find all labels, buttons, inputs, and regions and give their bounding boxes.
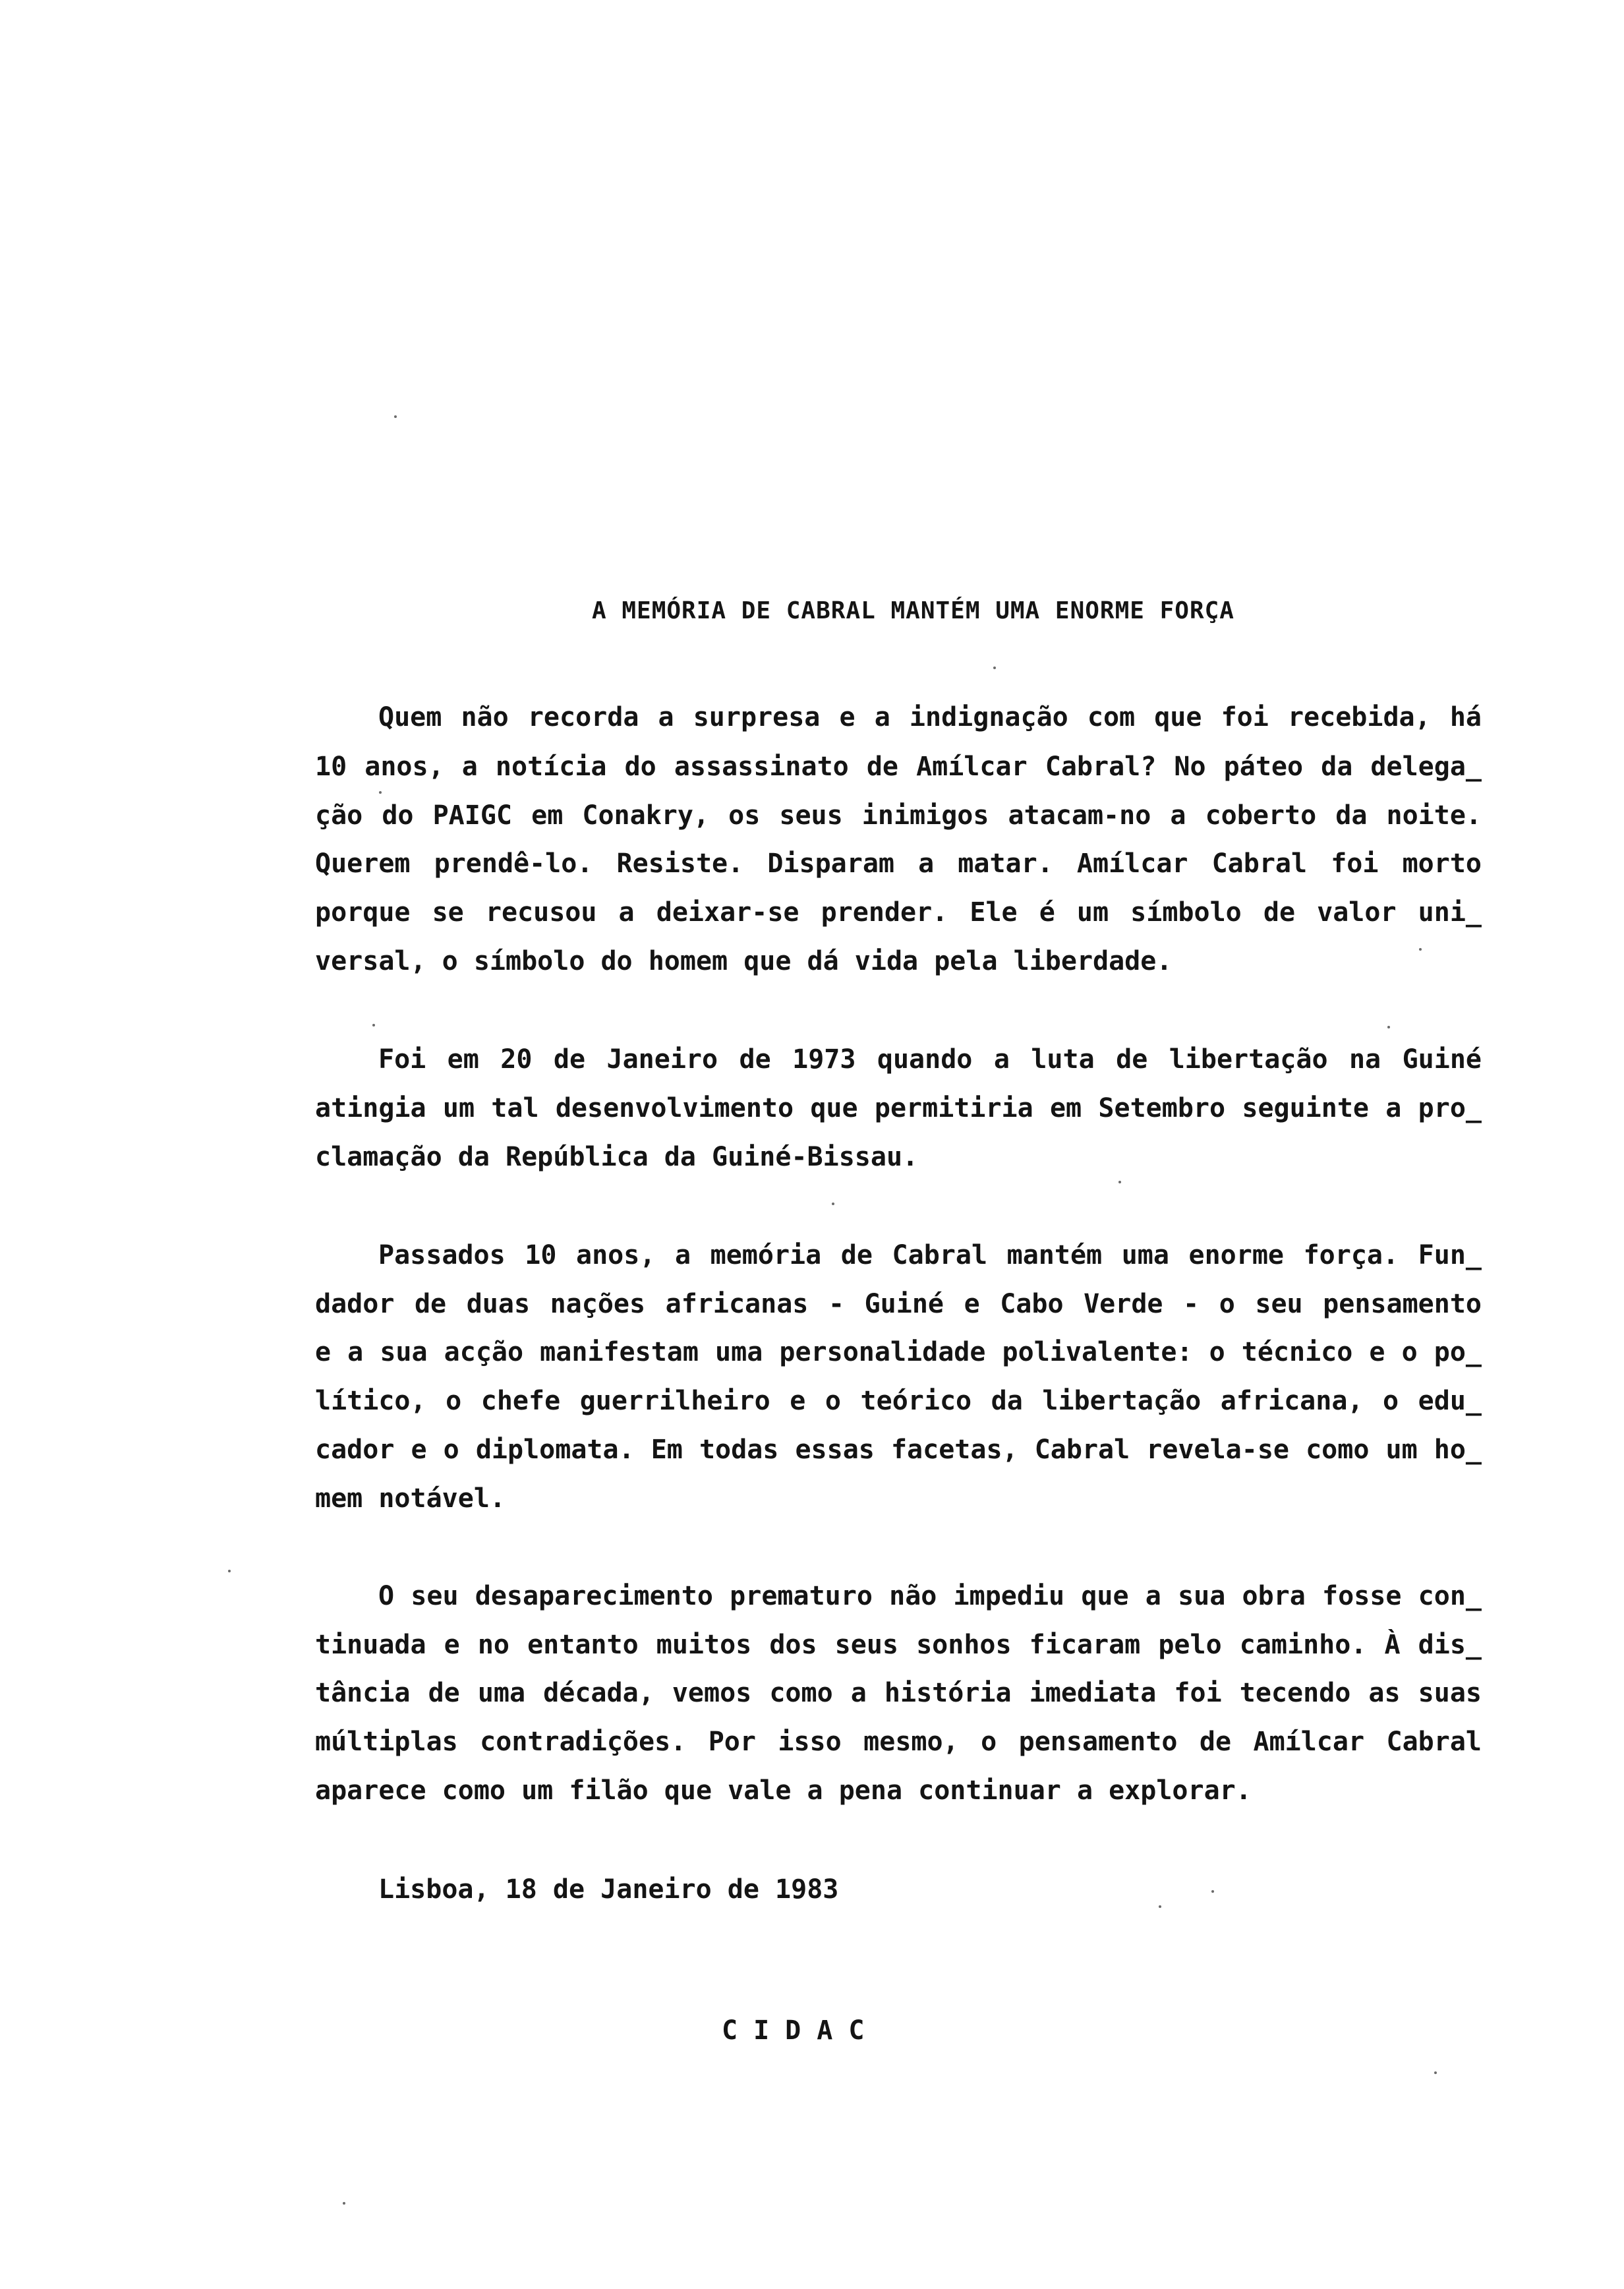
paragraph-4-line-2: tinuada e no entanto muitos dos seus sonhos ficaram pelo caminho. À dis_	[315, 1630, 1482, 1660]
paragraph-3-line-4: lítico, o chefe guerrilheiro e o teórico da libertação africana, o edu_	[315, 1386, 1482, 1416]
paragraph-3-line-6: mem notável.	[315, 1483, 506, 1514]
scan-speck	[1387, 1026, 1390, 1028]
scan-speck	[394, 415, 397, 418]
paragraph-3-line-5: cador e o diplomata. Em todas essas facetas, Cabral revela-se como um ho_	[315, 1435, 1482, 1465]
paragraph-4-line-3: tância de uma década, vemos como a história imediata foi tecendo as suas	[315, 1678, 1482, 1708]
paragraph-1-line-4: Querem prendê-lo. Resiste. Disparam a matar. Amílcar Cabral foi morto	[315, 848, 1482, 879]
paragraph-1-line-6: versal, o símbolo do homem que dá vida pela liberdade.	[315, 946, 1173, 976]
page-title: A MEMÓRIA DE CABRAL MANTÉM UMA ENORME FORÇA	[592, 597, 1234, 624]
scan-speck	[372, 1024, 375, 1026]
paragraph-1-line-1: Quem não recorda a surpresa e a indignação com que foi recebida, há	[378, 702, 1482, 732]
signature: CIDAC	[722, 2015, 881, 2046]
paragraph-1-line-3: ção do PAIGC em Conakry, os seus inimigos atacam-no a coberto da noite.	[315, 800, 1482, 831]
paragraph-3-line-3: e a sua acção manifestam uma personalidade polivalente: o técnico e o po_	[315, 1337, 1482, 1367]
paragraph-2-line-1: Foi em 20 de Janeiro de 1973 quando a luta de libertação na Guiné	[378, 1044, 1482, 1075]
paragraph-2-line-3: clamação da República da Guiné-Bissau.	[315, 1142, 919, 1172]
paragraph-4-line-4: múltiplas contradições. Por isso mesmo, o pensamento de Amílcar Cabral	[315, 1727, 1482, 1757]
paragraph-1-line-2: 10 anos, a notícia do assassinato de Amílcar Cabral? No páteo da delega_	[315, 752, 1482, 782]
scan-speck	[1159, 1905, 1161, 1908]
scan-speck	[228, 1570, 231, 1572]
scan-speck	[993, 667, 996, 669]
place-date: Lisboa, 18 de Janeiro de 1983	[378, 1874, 839, 1905]
scan-speck	[1434, 2071, 1437, 2074]
paragraph-3-line-1: Passados 10 anos, a memória de Cabral mantém uma enorme força. Fun_	[378, 1240, 1482, 1270]
scan-speck	[1211, 1890, 1214, 1893]
scan-speck	[379, 791, 382, 794]
paragraph-4-line-1: O seu desaparecimento prematuro não impediu que a sua obra fosse con_	[378, 1581, 1482, 1611]
paragraph-3-line-2: dador de duas nações africanas - Guiné e Cabo Verde - o seu pensamento	[315, 1289, 1482, 1319]
scan-speck	[343, 2202, 345, 2205]
paragraph-1-line-5: porque se recusou a deixar-se prender. Ele é um símbolo de valor uni_	[315, 897, 1482, 928]
scan-speck	[1118, 1181, 1121, 1183]
paragraph-4-line-5: aparece como um filão que vale a pena continuar a explorar.	[315, 1775, 1252, 1806]
scan-speck	[832, 1203, 834, 1205]
paragraph-2-line-2: atingia um tal desenvolvimento que permitiria em Setembro seguinte a pro_	[315, 1093, 1482, 1123]
scan-speck	[1419, 948, 1422, 951]
